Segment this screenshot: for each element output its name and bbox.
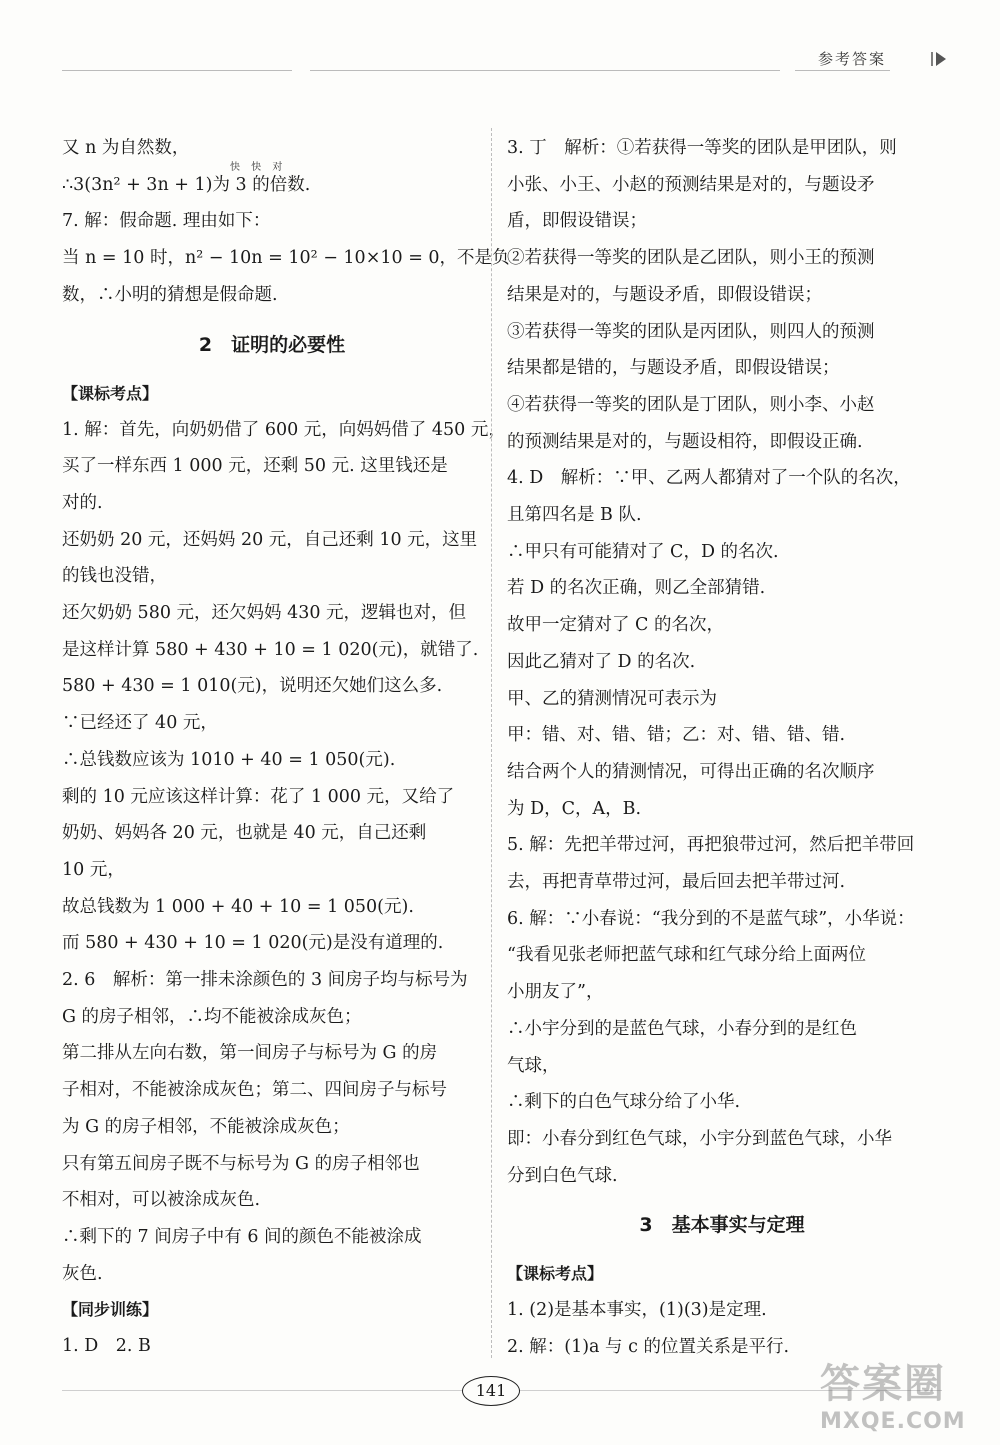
answer-line: ∴甲只有可能猜对了 C，D 的名次. xyxy=(507,541,779,562)
answer-line: 结果都是错的，与题设矛盾，即假设错误； xyxy=(507,358,840,379)
answer-line: 小张、小王、小赵的预测结果是对的，与题设矛 xyxy=(507,174,875,195)
answer-line: 买了一样东西 1 000 元，还剩 50 元. 这里钱还是 xyxy=(62,456,448,477)
right-text-block xyxy=(507,1292,937,1365)
section-tag: 【同步训练】 xyxy=(62,1300,159,1320)
answer-line: 580 + 430 = 1 010(元)，说明还欠她们这么多. xyxy=(62,676,443,697)
bookmark-arrow-icon xyxy=(930,50,950,68)
answer-line: 的预测结果是对的，与题设相符，即假设正确. xyxy=(507,431,863,452)
answer-line: ∴总钱数应该为 1010 + 40 = 1 050(元). xyxy=(62,749,396,770)
watermark-text: 答案圈 xyxy=(820,1361,946,1407)
right-column xyxy=(507,130,937,1366)
answer-line: 不相对，可以被涂成灰色. xyxy=(62,1190,261,1211)
answer-line: 的钱也没错， xyxy=(62,566,167,587)
answer-line: ∵已经还了 40 元， xyxy=(62,713,218,734)
answer-line: 剩的 10 元应该这样计算：花了 1 000 元，又给了 xyxy=(62,786,455,807)
answer-line: ∴3(3n² + 3n + 1)为 3 的倍数. xyxy=(62,174,311,195)
answer-line: 故甲一定猜对了 C 的名次， xyxy=(507,615,725,636)
answer-line: 去，再把青草带过河，最后回去把羊带过河. xyxy=(507,872,846,893)
header-rule xyxy=(310,70,780,71)
answer-line: 而 580 + 430 + 10 = 1 020(元)是没有道理的. xyxy=(62,933,444,954)
answer-line: 分到白色气球. xyxy=(507,1165,618,1186)
answer-line: 甲：错、对、错、错；乙：对、错、错、错. xyxy=(507,725,846,746)
left-text-block xyxy=(62,412,506,1293)
section-title: 2 证明的必要性 xyxy=(198,333,346,356)
answer-line: 即：小春分到红色气球，小宇分到蓝色气球，小华 xyxy=(507,1128,892,1149)
right-text-block xyxy=(507,130,937,1194)
answer-line: ④若获得一等奖的团队是丁团队，则小李、小赵 xyxy=(507,394,875,415)
watermark-logo xyxy=(820,1360,995,1440)
answer-line: 1. D 2. B xyxy=(62,1336,151,1357)
answer-line: 还奶奶 20 元，还妈妈 20 元，自己还剩 10 元，这里 xyxy=(62,529,478,550)
column-divider xyxy=(491,128,492,1358)
page-number: 141 xyxy=(462,1376,520,1406)
answer-line: 当 n = 10 时，n² − 10n = 10² − 10×10 = 0，不是负 xyxy=(62,248,510,269)
header-rule xyxy=(795,70,890,71)
answer-line: ∴剩下的 7 间房子中有 6 间的颜色不能被涂成 xyxy=(62,1226,422,1247)
answer-line: ∴剩下的白色气球分给了小华. xyxy=(507,1092,741,1113)
answer-line: 3. 丁 解析：①若获得一等奖的团队是甲团队，则 xyxy=(507,138,897,158)
answer-line: 第二排从左向右数，第一间房子与标号为 G 的房 xyxy=(62,1043,438,1064)
answer-line: 因此乙猜对了 D 的名次. xyxy=(507,651,696,672)
header-rule xyxy=(62,70,292,71)
answer-line: 10 元， xyxy=(62,859,125,880)
answer-line: 子相对，不能被涂成灰色；第二、四间房子与标号 xyxy=(62,1080,447,1101)
answer-line: 盾，即假设错误； xyxy=(507,211,647,232)
answer-line: G 的房子相邻，∴均不能被涂成灰色； xyxy=(62,1006,362,1027)
answer-line: 只有第五间房子既不与标号为 G 的房子相邻也 xyxy=(62,1153,420,1174)
answer-line: 且第四名是 B 队. xyxy=(507,505,642,526)
answer-line: 又 n 为自然数， xyxy=(62,138,190,158)
answer-line: 7. 解：假命题. 理由如下： xyxy=(62,211,271,232)
answer-line: 数，∴小明的猜想是假命题. xyxy=(62,284,278,305)
answer-line: 灰色. xyxy=(62,1263,103,1284)
answer-line: 1. 解：首先，向奶奶借了 600 元，向妈妈借了 450 元， xyxy=(62,419,506,440)
watermark-url: MXQE.COM xyxy=(820,1409,966,1434)
answer-line: 5. 解：先把羊带过河，再把狼带过河，然后把羊带回 xyxy=(507,835,915,856)
answer-line: 气球， xyxy=(507,1055,560,1076)
answer-line: 4. D 解析：∵甲、乙两人都猜对了一个队的名次， xyxy=(507,468,911,489)
header-title: 参考答案 xyxy=(818,50,887,68)
answer-line: “我看见张老师把蓝气球和红气球分给上面两位 xyxy=(507,945,866,966)
answer-line: 是这样计算 580 + 430 + 10 = 1 020(元)，就错了. xyxy=(62,639,479,660)
section-tag: 【课标考点】 xyxy=(62,383,159,403)
answer-line: ∴小宇分到的是蓝色气球，小春分到的是红色 xyxy=(507,1018,857,1039)
answer-line: 奶奶、妈妈各 20 元，也就是 40 元，自己还剩 xyxy=(62,823,427,844)
answer-line: 对的. xyxy=(62,492,103,513)
answer-line: 1. (2)是基本事实，(1)(3)是定理. xyxy=(507,1300,767,1321)
left-column xyxy=(62,130,510,1365)
answer-line: 2. 解：(1)a 与 c 的位置关系是平行. xyxy=(507,1337,790,1358)
answer-line: ③若获得一等奖的团队是丙团队，则四人的预测 xyxy=(507,321,875,342)
answer-line: 还欠奶奶 580 元，还欠妈妈 430 元，逻辑也对，但 xyxy=(62,603,467,624)
answer-line: 2. 6 解析：第一排未涂颜色的 3 间房子均与标号为 xyxy=(62,970,468,991)
answer-line: 甲、乙的猜测情况可表示为 xyxy=(507,688,717,709)
answer-line: ②若获得一等奖的团队是乙团队，则小王的预测 xyxy=(507,248,875,269)
answer-line: 6. 解：∵小春说：“我分到的不是蓝气球”，小华说： xyxy=(507,908,915,929)
section-title: 3 基本事实与定理 xyxy=(639,1214,805,1237)
section-tag: 【课标考点】 xyxy=(507,1264,604,1284)
answer-line: 故总钱数为 1 000 + 40 + 10 = 1 050(元). xyxy=(62,896,414,917)
answer-line: 为 G 的房子相邻，不能被涂成灰色； xyxy=(62,1116,350,1137)
answer-line: 结合两个人的猜测情况，可得出正确的名次顺序 xyxy=(507,761,875,782)
answer-line: 为 D，C，A，B. xyxy=(507,798,642,819)
stamp-text: 快 快 对 xyxy=(230,162,287,173)
answer-line: 小朋友了”， xyxy=(507,982,604,1003)
answer-line: 若 D 的名次正确，则乙全部猜错. xyxy=(507,578,766,599)
answer-line: 结果是对的，与题设矛盾，即假设错误； xyxy=(507,284,822,305)
left-text-block xyxy=(62,130,510,314)
